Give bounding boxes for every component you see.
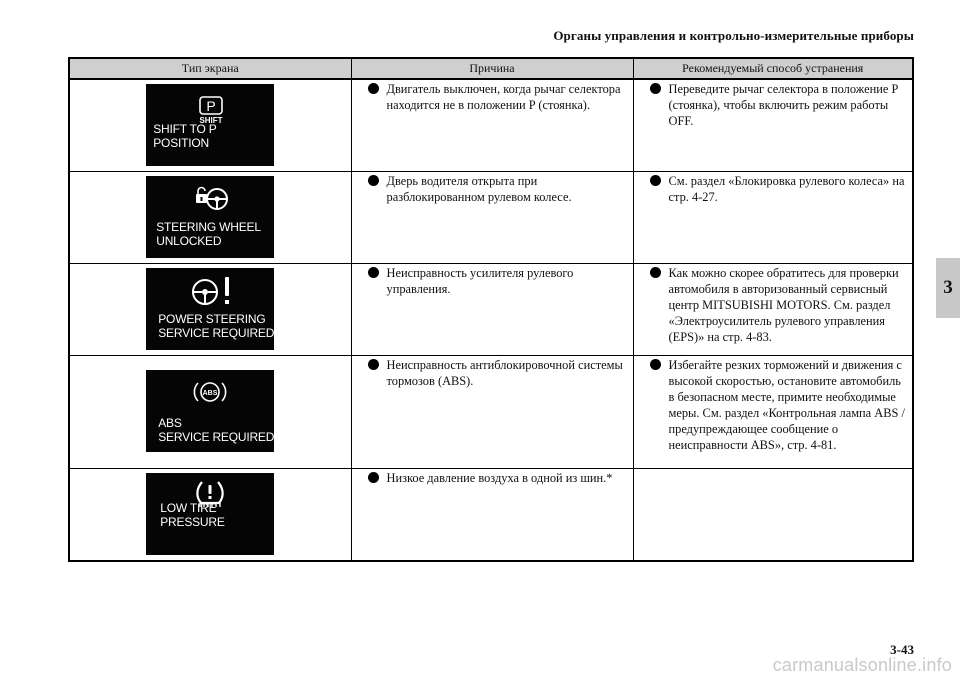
display-message: STEERING WHEEL UNLOCKED bbox=[156, 220, 261, 248]
bullet-icon bbox=[650, 175, 661, 186]
cause-cell bbox=[351, 264, 633, 356]
bullet-icon bbox=[368, 175, 379, 186]
bullet-icon bbox=[650, 83, 661, 94]
power-steering-warning-icon bbox=[190, 274, 234, 308]
display-message: POWER STEERING SERVICE REQUIRED bbox=[158, 312, 275, 340]
bullet-icon bbox=[368, 472, 379, 483]
remedy-cell bbox=[633, 264, 913, 356]
table-row bbox=[69, 469, 913, 562]
bullet-icon bbox=[650, 267, 661, 278]
display-screen bbox=[146, 176, 274, 258]
shift-icon-letter: P bbox=[206, 98, 216, 114]
watermark: carmanualsonline.info bbox=[772, 655, 952, 675]
column-header-screen-type: Тип экрана bbox=[69, 58, 351, 79]
chapter-tab: 3 bbox=[936, 258, 960, 318]
column-header-cause: Причина bbox=[351, 58, 633, 79]
display-screen bbox=[146, 268, 274, 350]
display-screen bbox=[146, 370, 274, 452]
remedy-text: Избегайте резких торможений и движения с высокой скоростью, остановите автомобиль в безопасном месте, примите необходимые меры. См. раздел «Контрольная лампа ABS / предупреждающее сообщение о неисправности ABS», стр. 4-81. bbox=[668, 358, 905, 452]
remedy-text: См. раздел «Блокировка рулевого колеса» на стр. 4-27. bbox=[668, 174, 905, 204]
cause-cell bbox=[351, 469, 633, 562]
cause-text: Двигатель выключен, когда рычаг селектора находится не в положении P (стоянка). bbox=[386, 82, 621, 112]
remedy-cell bbox=[633, 172, 913, 264]
display-screen bbox=[146, 84, 274, 166]
display-message: LOW TIRE PRESSURE bbox=[160, 501, 225, 529]
bullet-icon bbox=[368, 83, 379, 94]
table-row bbox=[69, 264, 913, 356]
page-number: 3-43 bbox=[890, 642, 914, 657]
display-message: SHIFT TO P POSITION bbox=[153, 122, 217, 150]
remedy-cell bbox=[633, 356, 913, 469]
steering-wheel-lock-icon bbox=[194, 184, 230, 214]
warning-messages-table bbox=[68, 57, 914, 562]
bullet-icon bbox=[368, 267, 379, 278]
column-header-remedy: Рекомендуемый способ устранения bbox=[633, 58, 913, 79]
remedy-cell bbox=[633, 79, 913, 172]
cause-text: Неисправность антиблокировочной системы тормозов (ABS). bbox=[386, 358, 623, 388]
bullet-icon bbox=[650, 359, 661, 370]
remedy-text: Как можно скорее обратитесь для проверки автомобиля в авторизованный сервисный центр MITSUBISHI MOTORS. См. раздел «Электроусилитель рулевого управления (EPS)» на стр. 4-83. bbox=[668, 266, 899, 344]
cause-text: Неисправность усилителя рулевого управления. bbox=[386, 266, 574, 296]
display-screen bbox=[146, 473, 274, 555]
cause-text: Низкое давление воздуха в одной из шин.* bbox=[386, 471, 613, 485]
table-row bbox=[69, 356, 913, 469]
remedy-cell bbox=[633, 469, 913, 562]
screen-cell bbox=[69, 356, 351, 469]
abs-warning-icon bbox=[192, 378, 228, 406]
display-message: ABS SERVICE REQUIRED bbox=[158, 416, 275, 444]
cause-text: Дверь водителя открыта при разблокированном рулевом колесе. bbox=[386, 174, 572, 204]
cause-cell bbox=[351, 172, 633, 264]
page-header-title: Органы управления и контрольно-измерительные приборы bbox=[553, 28, 914, 43]
table-row bbox=[69, 172, 913, 264]
cause-cell bbox=[351, 79, 633, 172]
bullet-icon bbox=[368, 359, 379, 370]
screen-cell bbox=[69, 469, 351, 562]
screen-cell bbox=[69, 79, 351, 172]
remedy-text: Переведите рычаг селектора в положение P (стоянка), чтобы включить режим работы OFF. bbox=[668, 82, 898, 128]
screen-cell bbox=[69, 264, 351, 356]
abs-icon-label: ABS bbox=[202, 390, 218, 397]
screen-cell bbox=[69, 172, 351, 264]
shift-icon-caption: SHIFT bbox=[199, 116, 223, 124]
cause-cell bbox=[351, 356, 633, 469]
shift-to-p-icon bbox=[198, 96, 224, 124]
table-row bbox=[69, 79, 913, 172]
